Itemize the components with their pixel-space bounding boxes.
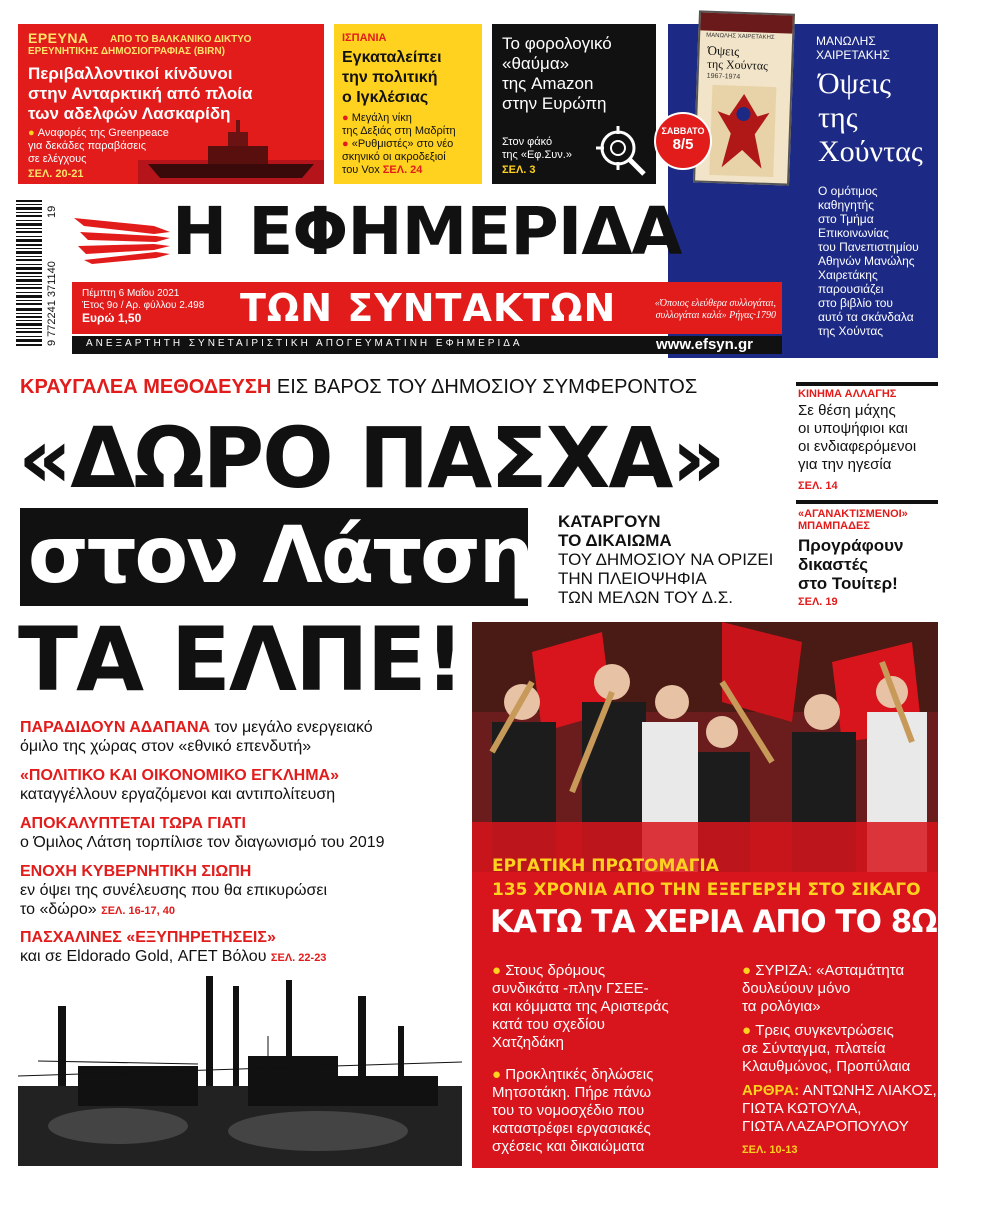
promo-title: Περιβαλλοντικοί κίνδυνοι [28, 64, 233, 83]
promo-title: «θαύμα» [502, 54, 570, 73]
tagline: ΑΝΕΞΑΡΤΗΤΗ ΣΥΝΕΤΑΙΡΙΣΤΙΚΗ ΑΠΟΓΕΥΜΑΤΙΝΗ ΕΦΗΜΕΡΙΔΑ [86, 338, 523, 349]
page-reference: ΣΕΛ. 10-13 [742, 1144, 798, 1156]
book-years: 1967-1974 [706, 72, 741, 81]
page-reference: ΣΕΛ. 20-21 [28, 168, 84, 180]
promo-kicker-detail: ΕΡΕΥΝΗΤΙΚΗΣ ΔΗΜΟΣΙΟΓΡΑΦΙΑΣ (BIRN) [28, 46, 225, 57]
side-kicker: «ΑΓΑΝΑΚΤΙΣΜΕΝΟΙ» ΜΠΑΜΠΑΔΕΣ [798, 508, 908, 532]
promo-title: στην Ευρώπη [502, 94, 607, 113]
lead-point: ΑΠΟΚΑΛΥΠΤΕΤΑΙ ΤΩΡΑ ΓΙΑΤΙ ο Όμιλος Λάτση τορπίλισε τον διαγωνισμό του 2019 [20, 815, 385, 851]
mayday-bullet: ● Τρεις συγκεντρώσεις σε Σύνταγμα, πλατεία Κλαυθμώνος, Προπύλαια [742, 1022, 911, 1075]
promo-bullet: «Ρυθμιστές» στο νέο [351, 138, 454, 150]
newspaper-title: Η ΕΦΗΜΕΡΙΔΑ [172, 193, 682, 270]
lead-overline: ΚΡΑΥΓΑΛΕΑ ΜΕΘΟΔΕΥΣΗ ΕΙΣ ΒΑΡΟΣ ΤΟΥ ΔΗΜΟΣΙΟΥ ΣΥΜΦΕΡΟΝΤΟΣ [20, 376, 698, 398]
lead-point: «ΠΟΛΙΤΙΚΟ ΚΑΙ ΟΙΚΟΝΟΜΙΚΟ ΕΓΚΛΗΜΑ» καταγγέλλουν εργαζόμενοι και αντιπολίτευση [20, 767, 340, 803]
lead-headline-main[interactable]: ΤΑ ΕΛΠΕ! [18, 608, 463, 711]
barcode-issue: 19 [46, 205, 58, 218]
side-kicker: ΚΙΝΗΜΑ ΑΛΛΑΓΗΣ [798, 388, 897, 400]
promo-title: Εγκαταλείπει [342, 49, 442, 66]
pen-logo-icon [74, 212, 170, 264]
bullet-icon: ● [342, 138, 352, 150]
divider [796, 500, 938, 504]
bullet-icon: ● [492, 962, 506, 979]
bullet-icon: ● [492, 1066, 506, 1083]
lead-point: ΠΑΣΧΑΛΙΝΕΣ «ΕΞΥΠΗΡΕΤΗΣΕΙΣ» και σε Eldorado Gold, ΑΓΕΤ Βόλου ΣΕΛ. 22-23 [20, 929, 327, 965]
mayday-title[interactable]: ΚΑΤΩ ΤΑ ΧΕΡΙΑ ΑΠΟ ΤΟ 8ΩΡΟ! [490, 904, 997, 940]
protest-photo [472, 622, 938, 872]
barcode [14, 196, 64, 352]
issue-date: Πέμπτη 6 Μαΐου 2021 [82, 288, 180, 299]
bullet-icon: ● [742, 962, 756, 979]
promo-title: των αδελφών Λασκαρίδη [28, 104, 231, 123]
magnifier-target-icon [594, 124, 648, 178]
promo-spain[interactable] [334, 24, 482, 184]
promo-bullet: για δεκάδες παραβάσεις [28, 140, 147, 152]
promo-title: ο Ιγκλέσιας [342, 89, 429, 106]
side-story-party[interactable]: Σε θέση μάχης οι υποψήφιοι και οι ενδιαφερόμενοι για την ηγεσία [798, 402, 917, 473]
phoenix-illustration [709, 85, 776, 177]
promo-amazon[interactable] [492, 24, 656, 184]
lead-point: ΕΝΟΧΗ ΚΥΒΕΡΝΗΤΙΚΗ ΣΙΩΠΗ εν όψει της συνέλευσης που θα επικυρώσει το «δώρο» ΣΕΛ. 16-17, 40 [20, 863, 328, 918]
mayday-kicker: ΕΡΓΑΤΙΚΗ ΠΡΩΤΟΜΑΓΙΑ [492, 856, 719, 876]
promo-title: την πολιτική [342, 69, 438, 86]
promo-bullet: του Vox [342, 164, 380, 176]
website-link[interactable]: www.efsyn.gr [656, 336, 753, 353]
issue-info [82, 288, 204, 324]
promo-subtitle: Στον φάκό [502, 136, 553, 148]
book-cover [693, 10, 795, 185]
badge-day: ΣΑΒΒΑΤΟ [661, 126, 705, 136]
page-reference: ΣΕΛ. 14 [798, 480, 838, 492]
motto: «Όποιος ελεύθερα συλλογάται, συλλογάται καλά» Ρήγας·1790 [654, 298, 776, 321]
promo-title: Το φορολογικό [502, 34, 612, 53]
promo-research[interactable] [18, 24, 324, 184]
promo-bullet: Μεγάλη νίκη [351, 112, 412, 124]
mayday-bullet: ● Προκλητικές δηλώσεις Μητσοτάκη. Πήρε πάνω του το νομοσχέδιο που καταστρέφει εργασιακές σχέσεις και δικαιώματα [492, 1066, 654, 1155]
issue-number: Έτος 9ο / Αρ. φύλλου 2.498 [82, 300, 205, 311]
lead-deck: ΚΑΤΑΡΓΟΥΝ ΤΟ ΔΙΚΑΙΩΜΑ ΤΟΥ ΔΗΜΟΣΙΟΥ ΝΑ ΟΡΙΖΕΙ ΤΗΝ ΠΛΕΙΟΨΗΦΙΑ ΤΩΝ ΜΕΛΩΝ ΤΟΥ Δ.Σ. [558, 512, 774, 607]
barcode-graphic [14, 196, 44, 352]
promo-bullet: σε ελέγχους [28, 153, 87, 165]
side-story-fathers[interactable]: Προγράφουν δικαστές στο Τουίτερ! [798, 536, 904, 593]
book-headline: Όψεις [818, 67, 891, 100]
promo-kicker-detail: ΑΠΟ ΤΟ ΒΑΛΚΑΝΙΚΟ ΔΙΚΤΥΟ [110, 34, 252, 45]
promo-kicker: ΙΣΠΑΝΙΑ [342, 32, 387, 44]
mayday-bullet: ● ΣΥΡΙΖΑ: «Ασταμάτητα δουλεύουν μόνο τα ρολόγια» [742, 962, 905, 1015]
mayday-bullet: ● Στους δρόμους συνδικάτα -πλην ΓΣΕΕ- και κόμματα της Αριστεράς κατά του σχεδίου Χατζηδάκη [492, 962, 669, 1051]
book-title: της Χούντας [706, 56, 769, 73]
newspaper-subtitle: ΤΩΝ ΣΥΝΤΑΚΤΩΝ [240, 286, 617, 330]
promo-title: στην Ανταρκτική από πλοία [28, 84, 253, 103]
issue-price: Ευρώ 1,50 [82, 311, 142, 325]
divider [796, 382, 938, 386]
promo-subtitle: της «Εφ.Συν.» [502, 149, 572, 161]
author-name: ΜΑΝΩΛΗΣ [816, 34, 876, 48]
promo-title: της Amazon [502, 74, 594, 93]
book-description: Ο ομότιμος καθηγητής στο Τμήμα Επικοινωνίας του Πανεπιστημίου Αθηνών Μανώλης Χαιρετάκης παρουσιάζει στο βιβλίο του αυτό τα σκάνδαλα της Χούντας [818, 184, 919, 338]
mayday-kicker: 135 ΧΡΟΝΙΑ ΑΠΟ ΤΗΝ ΕΞΕΓΕΡΣΗ ΣΤΟ ΣΙΚΑΓΟ [492, 880, 921, 900]
promo-bullet: σκηνικό οι ακροδεξιοί [342, 151, 446, 163]
lead-headline-sub[interactable]: στον Λάτση [28, 511, 533, 601]
author-name: ΧΑΙΡΕΤΑΚΗΣ [816, 48, 890, 62]
promo-kicker: ΕΡΕΥΝΑ [28, 30, 89, 46]
mayday-articles: ΑΡΘΡΑ: ΑΝΤΩΝΗΣ ΛΙΑΚΟΣ, ΓΙΩΤΑ ΚΩΤΟΥΛΑ, ΓΙΩΤΑ ΛΑΖΑΡΟΠΟΥΛΟΥ [742, 1082, 937, 1135]
bullet-icon: ● [28, 127, 38, 139]
badge-date: 8/5 [672, 136, 694, 153]
refinery-photo [18, 966, 462, 1166]
page-reference: ΣΕΛ. 19 [798, 596, 838, 608]
barcode-number: 9 772241 371140 [46, 261, 58, 346]
page-reference: ΣΕΛ. 3 [502, 164, 536, 176]
book-title: Όψεις [707, 42, 740, 59]
bullet-icon: ● [742, 1022, 756, 1039]
book-headline: της [818, 101, 858, 134]
book-author: ΜΑΝΩΛΗΣ ΧΑΙΡΕΤΑΚΗΣ [706, 32, 775, 42]
promo-bullet: Αναφορές της Greenpeace [37, 127, 169, 139]
date-badge [654, 112, 712, 170]
bullet-icon: ● [342, 112, 352, 124]
lead-headline[interactable]: «ΔΩΡΟ ΠΑΣΧΑ» [18, 409, 724, 507]
lead-point: ΠΑΡΑΔΙΔΟΥΝ ΑΔΑΠΑΝΑ τον μεγάλο ενεργειακό όμιλο της χώρας στον «εθνικό επενδυτή» [20, 719, 373, 755]
promo-bullet: της Δεξιάς στη Μαδρίτη [342, 125, 456, 137]
book-headline: Χούντας [818, 135, 923, 168]
page-reference: ΣΕΛ. 24 [382, 164, 423, 176]
